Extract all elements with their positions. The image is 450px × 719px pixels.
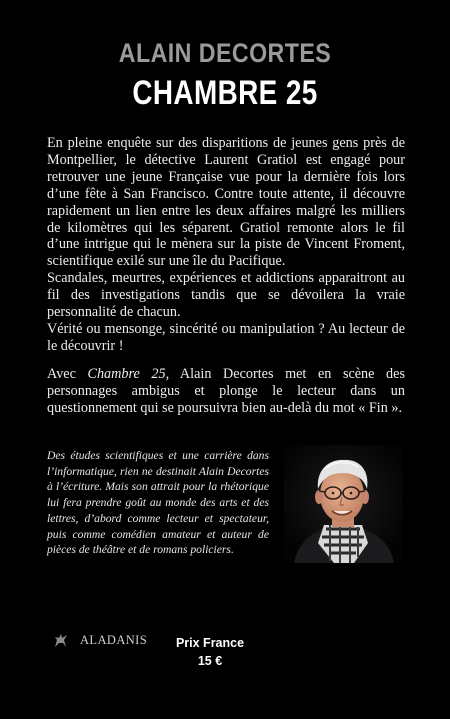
book-title: CHAMBRE 25 <box>132 74 318 112</box>
price-block <box>160 634 260 670</box>
price-value: 15 € <box>197 654 223 668</box>
synopsis-p4-book-title: Chambre 25 <box>87 365 166 382</box>
pegasus-icon <box>52 631 70 649</box>
synopsis-paragraph-1: En pleine enquête sur des disparitions de jeunes gens près de Montpellier, le détective Laurent Gratiol est engagé pour retrouver une jeune Française vue pour la dernière fois lors d’une fête à San Francisco. Contre toute attente, il découvre rapidement un lien entre les deux affaires malgré les milliers de kilomètres qui les séparent. Gratiol remonte alors le fil d’une intrigue qui le mènera sur la piste de Vincent Froment, scientifique exilé sur une île du Pacifique. <box>47 135 405 270</box>
synopsis <box>47 135 405 417</box>
price-label: Prix France <box>175 636 245 650</box>
synopsis-paragraph-2: Scandales, meurtres, expériences et addictions apparaitront au fil des investigations tandis que se dévoilera la vraie personnalité de chacun. <box>47 270 405 321</box>
author-photo <box>284 445 402 563</box>
synopsis-paragraph-3: Vérité ou mensonge, sincérité ou manipulation ? Au lecteur de le découvrir ! <box>47 320 405 354</box>
author-biography: Des études scientifiques et une carrière dans l’informatique, rien ne destinait Alain Decortes à l’écriture. Mais son attrait pour la rhétorique lui fera prendre goût au monde des arts et des lettres, d’abord comme lecteur et spectateur, puis comme comédien amateur et auteur de pièces de théâtre et de romans policiers. <box>47 449 269 557</box>
synopsis-p4-lead: Avec <box>47 365 88 382</box>
publisher-logo <box>52 631 147 649</box>
synopsis-p4-rest: , Alain Decortes met en scène des personnages ambigus et plonge le lecteur dans un questionnement qui se poursuivra bien au-delà du mot « Fin ». <box>47 365 405 416</box>
author-portrait-image <box>284 445 402 563</box>
author-name: ALAIN DECORTES <box>118 38 332 68</box>
synopsis-paragraph-4 <box>47 366 405 417</box>
publisher-name: ALADANIS <box>80 632 148 647</box>
